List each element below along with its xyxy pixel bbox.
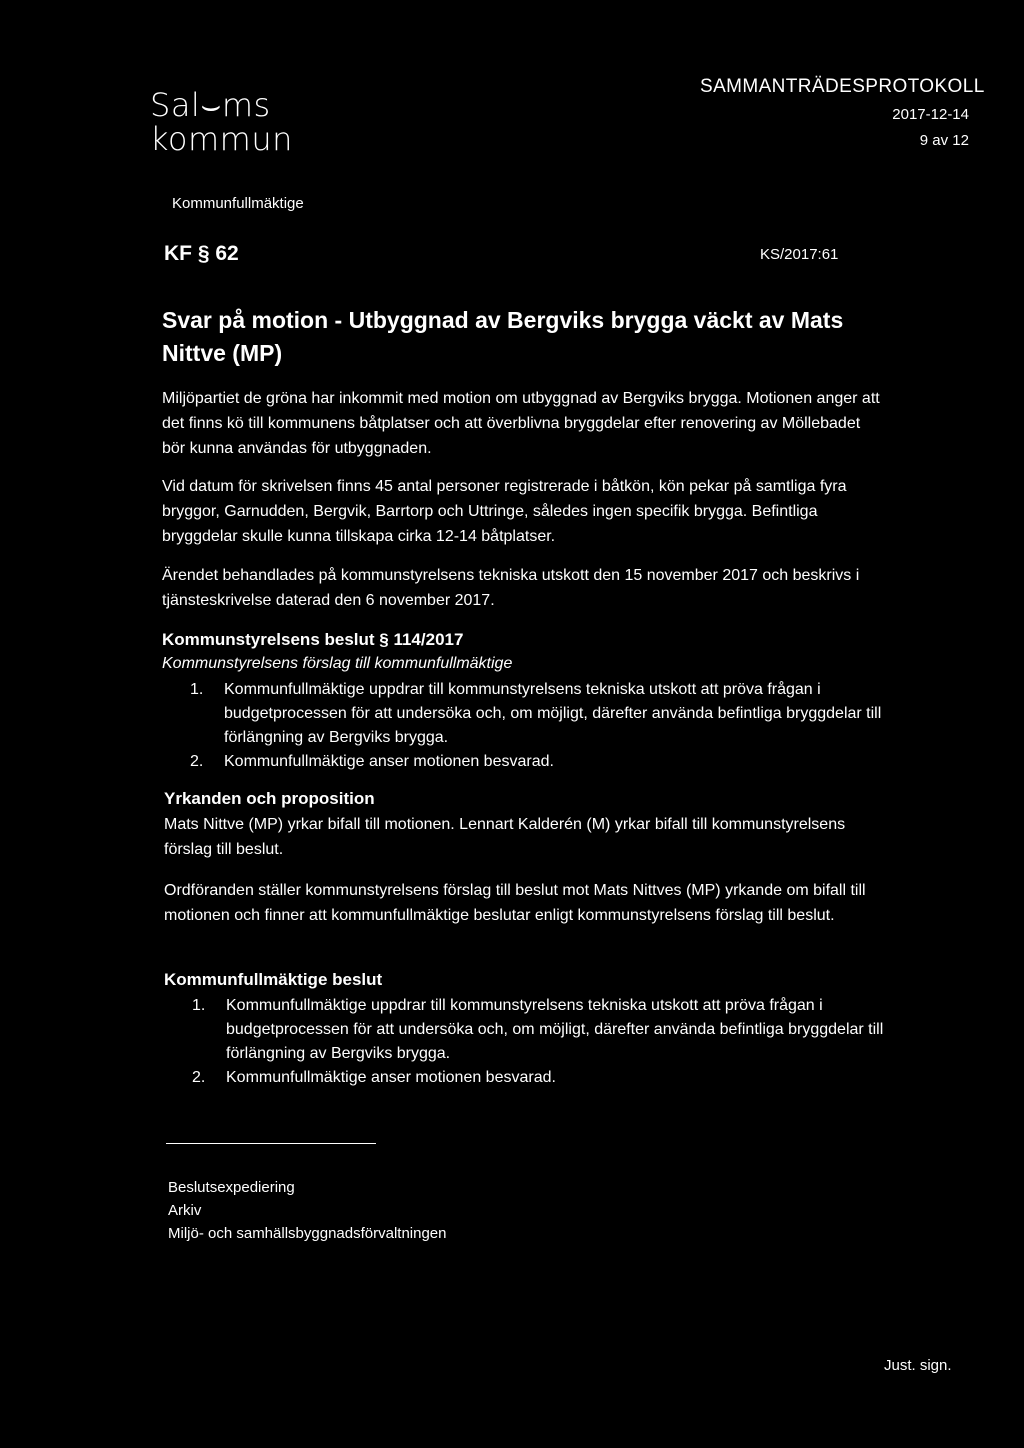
motions-text-1: Mats Nittve (MP) yrkar bifall till motionen. Lennart Kalderén (M) yrkar bifall till kommunstyrelsens förslag till beslut. [164,816,846,858]
item-text: Kommunfullmäktige uppdrar till kommunstyrelsens tekniska utskott att pröva frågan i budgetprocessen för att undersöka och, om möjligt, därefter använda befintliga bryggdelar till förlängning av Bergviks brygga. [226,997,884,1062]
page-number: 9 av 12 [919,132,969,149]
meeting-date: 2017-12-14 [892,106,969,123]
distribution-heading: Beslutsexpediering [168,1179,295,1196]
item-number: 1. [190,681,204,698]
item-number: 2. [190,753,204,770]
ks-decision-subheading: Kommunstyrelsens förslag till kommunfullmäktige [162,655,513,672]
intro-paragraph-3: Ärendet behandlades på kommunstyrelsens tekniska utskott den 15 november 2017 och beskrivs i tjänsteskrivelse daterad den 6 november 2017. [162,567,860,609]
intro-paragraph-1: Miljöpartiet de gröna har inkommit med motion om utbyggnad av Bergviks brygga. Motionen anger att det finns kö till kommunens båtplatser och att överblivna bryggdelar efter renovering av Möllebadet bör kunna användas för utbyggnaden. [162,390,880,457]
motions-text-2: Ordföranden ställer kommunstyrelsens förslag till beslut mot Mats Nittves (MP) yrkande om bifall till motionen och finner att kommunfullmäktige beslutar enligt kommunstyrelsens förslag till beslut. [164,882,866,924]
ks-decision-item [162,678,884,750]
distribution-item: Miljö- och samhällsbyggnadsförvaltningen [168,1225,447,1242]
ks-decision-item [162,750,884,774]
just-sign-label: Just. sign. [884,1357,952,1374]
logo-line-1: Sal⌣ms [150,86,271,124]
item-number: 1. [192,997,206,1014]
kf-decision-item [164,994,886,1066]
item-text: Kommunfullmäktige anser motionen besvarad. [224,753,554,770]
divider-line [166,1143,376,1144]
paragraph-reference: KF § 62 [164,242,239,265]
kf-decision-item [164,1066,886,1090]
kf-decision-heading: Kommunfullmäktige beslut [164,970,383,989]
item-text: Kommunfullmäktige uppdrar till kommunstyrelsens tekniska utskott att pröva frågan i budgetprocessen för att undersöka och, om möjligt, därefter använda befintliga bryggdelar till förlängning av Bergviks brygga. [224,681,882,746]
distribution-block [168,1176,446,1245]
municipality-logo [150,88,293,156]
intro-paragraph-2: Vid datum för skrivelsen finns 45 antal personer registrerade i båtkön, kön pekar på samtliga fyra bryggor, Garnudden, Bergvik, Barrtorp och Uttringe, således ingen specifik brygga. Befintliga bryggdelar skulle kunna tillskapa cirka 12-14 båtplatser. [162,478,847,545]
protocol-title: SAMMANTRÄDESPROTOKOLL [700,76,985,97]
ks-decision-heading: Kommunstyrelsens beslut § 114/2017 [162,630,464,649]
ks-decision-list [162,678,884,774]
case-number: KS/2017:61 [760,246,839,263]
body-name: Kommunfullmäktige [172,195,304,212]
document-title: Svar på motion - Utbyggnad av Bergviks brygga väckt av Mats Nittve (MP) [162,307,844,366]
item-number: 2. [192,1069,206,1086]
distribution-item: Arkiv [168,1202,202,1219]
logo-line-2: kommun [150,120,293,158]
motions-heading: Yrkanden och proposition [164,789,375,808]
kf-decision-list [164,994,886,1090]
item-text: Kommunfullmäktige anser motionen besvarad. [226,1069,556,1086]
